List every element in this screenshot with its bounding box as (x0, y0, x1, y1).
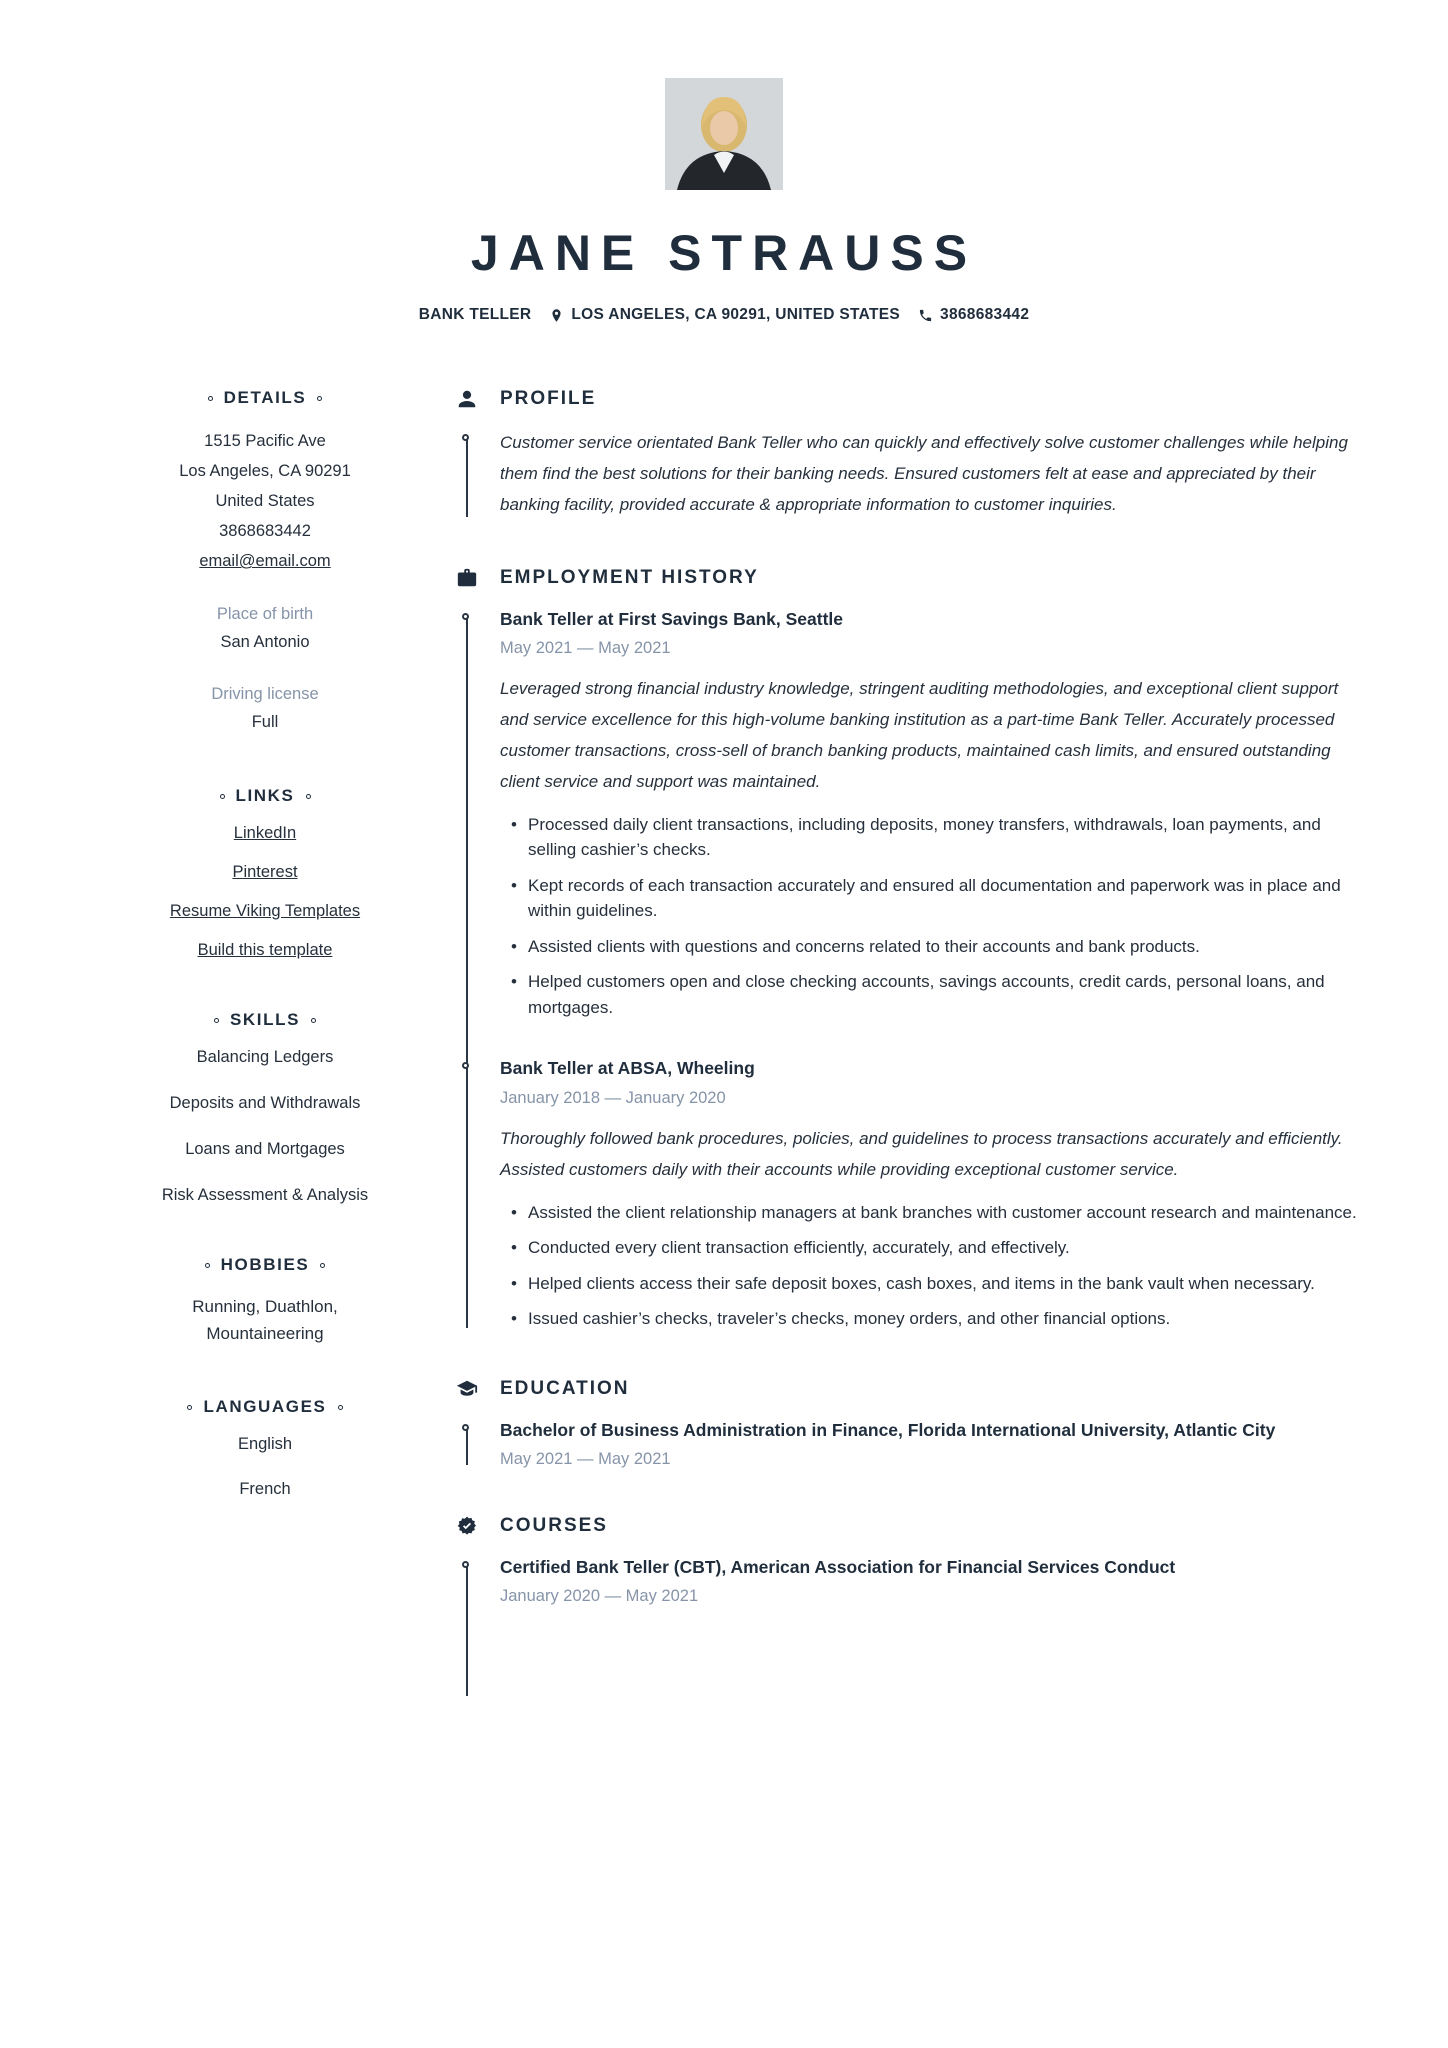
course-entry (500, 1555, 1364, 1606)
header-ornament-icon (306, 794, 311, 799)
skill-item (132, 1186, 398, 1205)
skill-name: Deposits and Withdrawals (169, 1094, 361, 1112)
phone-icon (918, 308, 933, 323)
skills-header (132, 1010, 398, 1030)
timeline-dot (462, 613, 469, 620)
graduation-cap-icon (456, 1378, 478, 1400)
address-line: 1515 Pacific Ave (204, 432, 326, 450)
timeline-line (466, 1428, 468, 1465)
header-ornament-icon (317, 396, 322, 401)
header-ornament-icon (208, 396, 213, 401)
contact-phone (918, 306, 1029, 324)
timeline-line (466, 617, 468, 1328)
job-role: Bank Teller at ABSA, Wheeling (500, 1058, 755, 1079)
job-summary: Leveraged strong financial industry knowledge, stringent auditing methodologies, and exceptional client support and service excellence for this high-volume banking institution as a part-time Bank Teller. Accurately processed customer transactions, cross-sell of branch banking products, maintained cash limits, and ensured outstanding client service and support was maintained. (500, 679, 1339, 791)
place-of-birth-value: San Antonio (220, 633, 310, 651)
link-build-this-template[interactable]: Build this template (197, 941, 333, 959)
contact-line (0, 306, 1448, 324)
header-ornament-icon (214, 1018, 219, 1023)
header-ornament-icon (311, 1018, 316, 1023)
header-ornament-icon (338, 1405, 343, 1410)
education-body (456, 1418, 1364, 1469)
driving-license-label: Driving license (211, 685, 319, 703)
education-section (456, 1378, 1364, 1469)
profile-photo (665, 78, 783, 190)
job-bullet: • Assisted clients with questions and concerns related to their accounts and bank products. (528, 934, 1364, 960)
job-entry (500, 607, 1364, 1021)
job-bullet: • Helped clients access their safe deposit boxes, cash boxes, and items in the bank vault when necessary. (528, 1271, 1364, 1297)
education-section-header (456, 1378, 1364, 1400)
job-bullet: • Kept records of each transaction accurately and ensured all documentation and paperwork was in place and within guidelines. (528, 873, 1364, 924)
contact-phone-text: 3868683442 (940, 306, 1030, 323)
languages-section (132, 1397, 398, 1499)
address-line: United States (215, 492, 315, 510)
skill-item (132, 1094, 398, 1113)
education-degree: Bachelor of Business Administration in Finance, Florida International University, Atlantic City (500, 1419, 1276, 1440)
hobbies-header (132, 1255, 398, 1275)
job-bullet: • Assisted the client relationship managers at bank branches with customer account research and maintenance. (528, 1200, 1364, 1226)
job-dates: January 2018 — January 2020 (500, 1088, 726, 1107)
hobbies-section (132, 1255, 398, 1347)
course-name: Certified Bank Teller (CBT), American Association for Financial Services Conduct (500, 1557, 1176, 1578)
job-dates: May 2021 — May 2021 (500, 639, 671, 658)
course-dates: January 2020 — May 2021 (500, 1587, 699, 1606)
timeline-dot (462, 1424, 469, 1431)
skill-name: Risk Assessment & Analysis (161, 1186, 369, 1204)
languages-title: LANGUAGES (203, 1397, 327, 1416)
links-title: LINKS (235, 786, 295, 805)
phone-number: 3868683442 (219, 522, 311, 540)
briefcase-icon (456, 567, 478, 589)
job-bullet: • Processed daily client transactions, including deposits, money transfers, withdrawals, loan payments, and selling cashier’s checks. (528, 812, 1364, 863)
skill-item (132, 1140, 398, 1159)
education-section-title: EDUCATION (500, 1377, 630, 1399)
address-line: Los Angeles, CA 90291 (179, 462, 351, 480)
link-resume-viking-templates[interactable]: Resume Viking Templates (169, 902, 361, 920)
profile-text: Customer service orientated Bank Teller who can quickly and effectively solve customer challenges while helping them find the best solutions for their banking needs. Ensured customers felt at ease and appreciated by their banking facility, provided accurate & appropriate information to customer inquiries. (500, 433, 1348, 514)
map-pin-icon (549, 308, 564, 323)
certificate-badge-icon (456, 1515, 478, 1537)
courses-section-title: COURSES (500, 1515, 608, 1537)
profile-body (456, 428, 1364, 521)
timeline-line (466, 438, 468, 517)
language-name: French (239, 1480, 291, 1498)
employment-section-header (456, 567, 1364, 589)
header-ornament-icon (220, 794, 225, 799)
education-dates: May 2021 — May 2021 (500, 1450, 671, 1469)
content-columns (0, 324, 1448, 1652)
details-header (132, 388, 398, 408)
header-ornament-icon (205, 1263, 210, 1268)
link-linkedin[interactable]: LinkedIn (233, 824, 297, 842)
skills-title: SKILLS (229, 1010, 301, 1029)
skill-item (132, 1048, 398, 1067)
skill-name: Loans and Mortgages (185, 1140, 345, 1158)
languages-header (132, 1397, 398, 1417)
links-header (132, 786, 398, 806)
courses-section-header (456, 1515, 1364, 1537)
candidate-name: JANE STRAUSS (470, 225, 978, 281)
employment-body (456, 607, 1364, 1332)
contact-location-text: LOS ANGELES, CA 90291, UNITED STATES (571, 306, 901, 323)
job-bullet-list (500, 812, 1364, 1021)
job-bullet: • Conducted every client transaction efficiently, accurately, and effectively. (528, 1235, 1364, 1261)
job-bullet-list (500, 1200, 1364, 1332)
courses-body (456, 1555, 1364, 1606)
profile-section-title: PROFILE (500, 388, 597, 409)
employment-section-title: EMPLOYMENT HISTORY (500, 566, 759, 588)
profile-entry (500, 428, 1364, 521)
hobbies-title: HOBBIES (220, 1255, 310, 1274)
resume-header (0, 0, 1448, 324)
language-name: English (237, 1435, 293, 1453)
timeline-dot (462, 434, 469, 441)
header-ornament-icon (187, 1405, 192, 1410)
job-entry (500, 1056, 1364, 1331)
profile-section-header (456, 388, 1364, 410)
email-link[interactable]: email@email.com (199, 552, 331, 570)
job-role: Bank Teller at First Savings Bank, Seattle (500, 608, 843, 629)
courses-section (456, 1515, 1364, 1606)
main-column (456, 388, 1364, 1652)
links-section (132, 786, 398, 960)
language-item (170, 1480, 360, 1499)
details-section (132, 388, 398, 736)
skills-section (132, 1010, 398, 1205)
skill-name: Balancing Ledgers (196, 1048, 334, 1066)
place-of-birth-label: Place of birth (216, 605, 314, 623)
timeline-line (466, 1565, 468, 1696)
timeline-dot (462, 1561, 469, 1568)
details-title: DETAILS (223, 388, 307, 407)
person-icon (456, 388, 478, 410)
job-bullet: • Helped customers open and close checking accounts, savings accounts, credit cards, personal loans, and mortgages. (528, 969, 1364, 1020)
contact-location (549, 306, 900, 324)
job-summary: Thoroughly followed bank procedures, policies, and guidelines to process transactions accurately and efficiently. Assisted customers daily with their accounts while providing exceptional customer service. (500, 1128, 1343, 1179)
link-pinterest[interactable]: Pinterest (232, 863, 298, 881)
contact-job-title: BANK TELLER (418, 306, 532, 323)
hobbies-text: Running, Duathlon, Mountaineering (192, 1297, 338, 1343)
header-ornament-icon (320, 1263, 325, 1268)
sidebar (132, 388, 398, 1549)
education-entry (500, 1418, 1364, 1469)
employment-section (456, 567, 1364, 1332)
job-bullet: • Issued cashier’s checks, traveler’s checks, money orders, and other financial options. (528, 1306, 1364, 1332)
driving-license-value: Full (251, 713, 279, 731)
language-item (170, 1435, 360, 1454)
profile-section (456, 388, 1364, 521)
